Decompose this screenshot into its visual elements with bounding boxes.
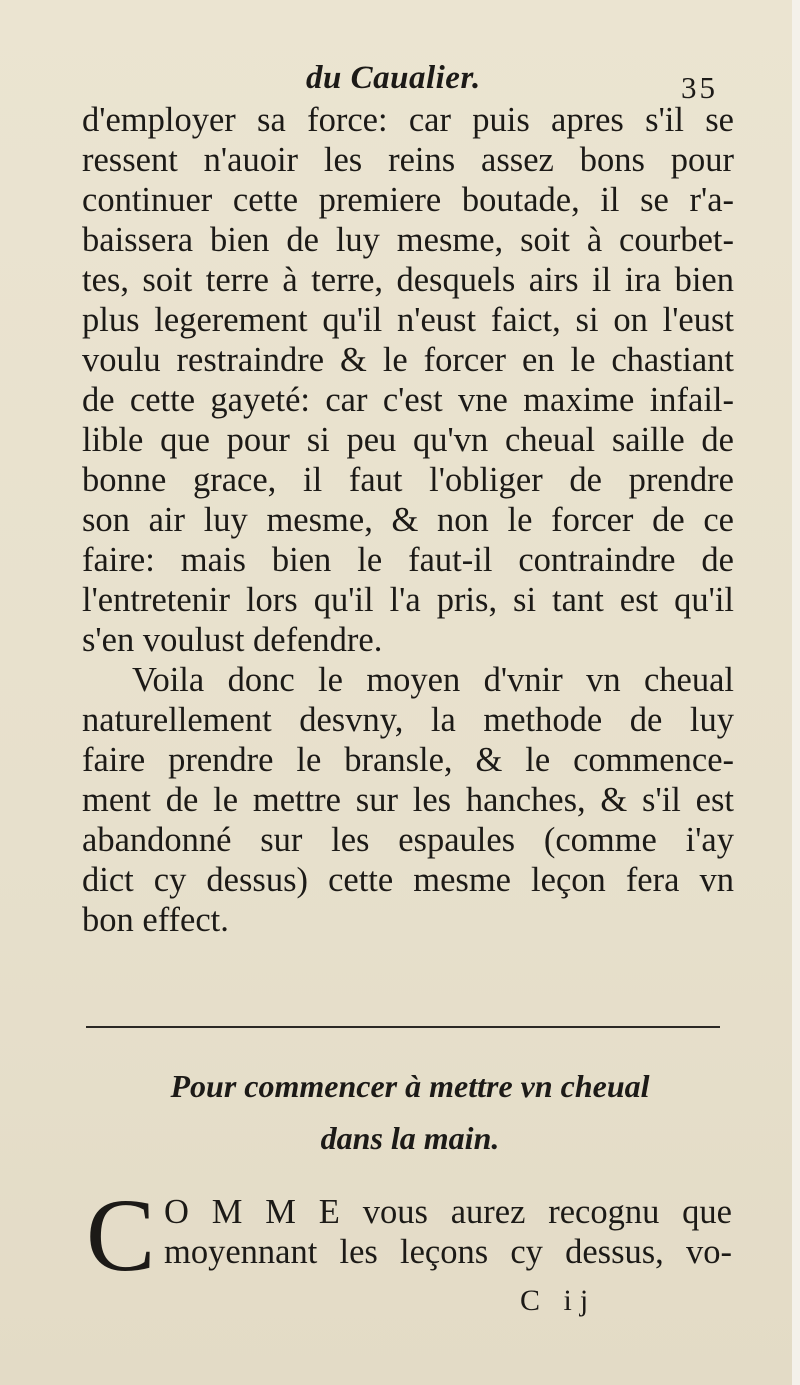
text-line: bonne grace, il faut l'obliger de prendre xyxy=(82,461,734,499)
section-title-line: Pour commencer à mettre vn cheual xyxy=(170,1068,650,1104)
text-line: l'entretenir lors qu'il l'a pris, si tant est qu'il xyxy=(82,581,734,619)
text-line: naturellement desvny, la methode de luy xyxy=(82,701,734,739)
section-title xyxy=(80,1060,740,1164)
signature-mark: C ij xyxy=(520,1284,597,1317)
text-line: s'en voulust defendre. xyxy=(82,621,383,659)
text-line: plus legerement qu'il n'eust faict, si on l'eust xyxy=(82,301,734,339)
text-line: O M M E vous aurez recognu que xyxy=(164,1193,732,1231)
page-edge xyxy=(792,0,800,1385)
text-line: bon effect. xyxy=(82,901,229,939)
opening-paragraph xyxy=(86,1178,732,1293)
text-line: d'employer sa force: car puis apres s'il se xyxy=(82,101,734,139)
text-line: moyennant les leçons cy dessus, vo- xyxy=(164,1233,732,1271)
text-line: dict cy dessus) cette mesme leçon fera vn xyxy=(82,861,734,899)
text-line: faire prendre le bransle, & le commence- xyxy=(82,741,734,779)
text-line: continuer cette premiere boutade, il se r'a- xyxy=(82,181,734,219)
text-line: abandonné sur les espaules (comme i'ay xyxy=(82,821,734,859)
text-line: lible que pour si peu qu'vn cheual saille de xyxy=(82,421,734,459)
text-line: faire: mais bien le faut-il contraindre de xyxy=(82,541,734,579)
page-number: 35 xyxy=(681,70,718,105)
text-line: son air luy mesme, & non le forcer de ce xyxy=(82,501,734,539)
running-head: du Caualier. xyxy=(306,60,481,96)
drop-cap: C xyxy=(86,1178,156,1293)
text-line: tes, soit terre à terre, desquels airs il ira bien xyxy=(82,261,734,299)
text-line: Voila donc le moyen d'vnir vn cheual xyxy=(132,661,734,699)
text-line: voulu restraindre & le forcer en le chastiant xyxy=(82,341,734,379)
section-title-line: dans la main. xyxy=(320,1120,500,1156)
text-line: de cette gayeté: car c'est vne maxime infail- xyxy=(82,381,734,419)
section-divider xyxy=(86,1026,720,1028)
text-line: ment de le mettre sur les hanches, & s'il est xyxy=(82,781,734,819)
body-text xyxy=(82,100,734,940)
text-line: ressent n'auoir les reins assez bons pour xyxy=(82,141,734,179)
text-line: baissera bien de luy mesme, soit à courbet- xyxy=(82,221,734,259)
